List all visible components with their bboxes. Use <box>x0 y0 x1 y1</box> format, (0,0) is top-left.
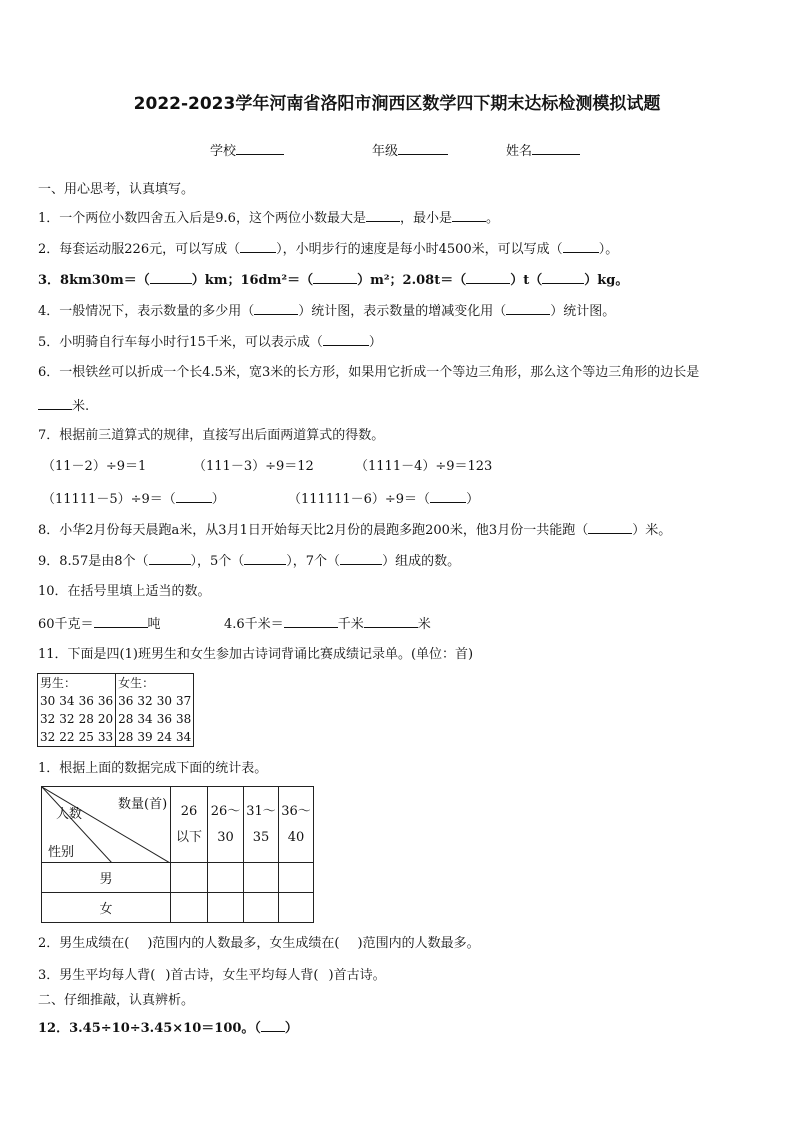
q7-expr-5: （111111－6）÷9＝（ ） <box>288 489 479 509</box>
cell[interactable] <box>208 863 244 893</box>
row-label-girls: 女 <box>42 893 171 923</box>
question-6: 6．一根铁丝可以折成一个长4.5米，宽3米的长方形，如果用它折成一个等边三角形，那么这个等边三角形的边长是 <box>38 365 700 380</box>
school-field[interactable] <box>210 141 284 161</box>
col-header-4: 36～ 40 <box>279 787 314 863</box>
q7-expr-1: （11－2）÷9＝1 <box>42 459 147 474</box>
q7-expr-4: （11111－5）÷9＝（ ） <box>42 489 225 509</box>
cell[interactable] <box>279 863 314 893</box>
question-3: 3．8km30m＝（ ）km；16dm²＝（ ）m²；2.08t＝（ ）t（ ）kg。 <box>38 270 628 290</box>
cell[interactable] <box>244 863 279 893</box>
grade-label: 年级 <box>372 144 399 159</box>
statistics-table <box>41 786 314 923</box>
corner-people: 人数 <box>56 807 83 822</box>
q10-item-1: 60千克＝ 吨 <box>38 614 161 634</box>
cell[interactable] <box>279 893 314 923</box>
col-header-1: 26 以下 <box>171 787 208 863</box>
col-header-2: 26～ 30 <box>208 787 244 863</box>
cell[interactable] <box>171 893 208 923</box>
question-12: 12．3.45÷10÷3.45×10＝100。（ ） <box>38 1018 298 1038</box>
q7-expr-3: （1111－4）÷9＝123 <box>355 459 493 474</box>
q10-item-2: 4.6千米＝ 千米 米 <box>224 614 431 634</box>
section-1-heading: 一、用心思考，认真填写。 <box>38 182 195 197</box>
q11-sub-1: 1．根据上面的数据完成下面的统计表。 <box>38 761 268 776</box>
q11-sub-3: 3．男生平均每人背( )首古诗，女生平均每人背( )首古诗。 <box>38 968 386 983</box>
corner-quantity: 数量(首) <box>118 797 168 812</box>
school-label: 学校 <box>210 144 237 159</box>
question-4: 4．一般情况下，表示数量的多少用（ ）统计图，表示数量的增减变化用（ ）统计图。 <box>38 301 615 321</box>
boys-scores: 男生： 30 34 36 36 32 32 28 20 32 22 25 33 <box>38 674 116 747</box>
question-10: 10．在括号里填上适当的数。 <box>38 584 211 599</box>
question-7: 7．根据前三道算式的规律，直接写出后面两道算式的得数。 <box>38 428 385 443</box>
score-record-table <box>37 673 194 747</box>
name-label: 姓名 <box>506 144 533 159</box>
corner-gender: 性别 <box>48 845 75 860</box>
question-2: 2．每套运动服226元，可以写成（ ），小明步行的速度是每小时4500米，可以写成（ ）。 <box>38 239 618 259</box>
col-header-3: 31～ 35 <box>244 787 279 863</box>
q11-sub-2: 2．男生成绩在( )范围内的人数最多，女生成绩在( )范围内的人数最多。 <box>38 936 480 951</box>
page-title: 2022-2023学年河南省洛阳市涧西区数学四下期末达标检测模拟试题 <box>133 94 661 114</box>
table-corner <box>42 787 171 863</box>
question-6-cont: 米. <box>38 396 89 416</box>
name-field[interactable] <box>506 141 580 161</box>
cell[interactable] <box>244 893 279 923</box>
cell[interactable] <box>171 863 208 893</box>
cell[interactable] <box>208 893 244 923</box>
question-5: 5．小明骑自行车每小时行15千米，可以表示成（ ） <box>38 332 382 352</box>
question-9: 9．8.57是由8个（ ），5个（ ），7个（ ）组成的数。 <box>38 551 460 571</box>
question-1: 1．一个两位小数四舍五入后是9.6，这个两位小数最大是 ，最小是 。 <box>38 208 499 228</box>
grade-field[interactable] <box>372 141 448 161</box>
section-2-heading: 二、仔细推敲，认真辨析。 <box>38 993 195 1008</box>
girls-scores: 女生： 36 32 30 37 28 34 36 38 28 39 24 34 <box>116 674 194 747</box>
question-11: 11．下面是四(1)班男生和女生参加古诗词背诵比赛成绩记录单。(单位：首) <box>38 647 474 662</box>
row-label-boys: 男 <box>42 863 171 893</box>
q7-expr-2: （111－3）÷9＝12 <box>193 459 314 474</box>
question-8: 8．小华2月份每天晨跑a米，从3月1日开始每天比2月份的晨跑多跑200米，他3月份一共能跑（ ）米。 <box>38 520 671 540</box>
